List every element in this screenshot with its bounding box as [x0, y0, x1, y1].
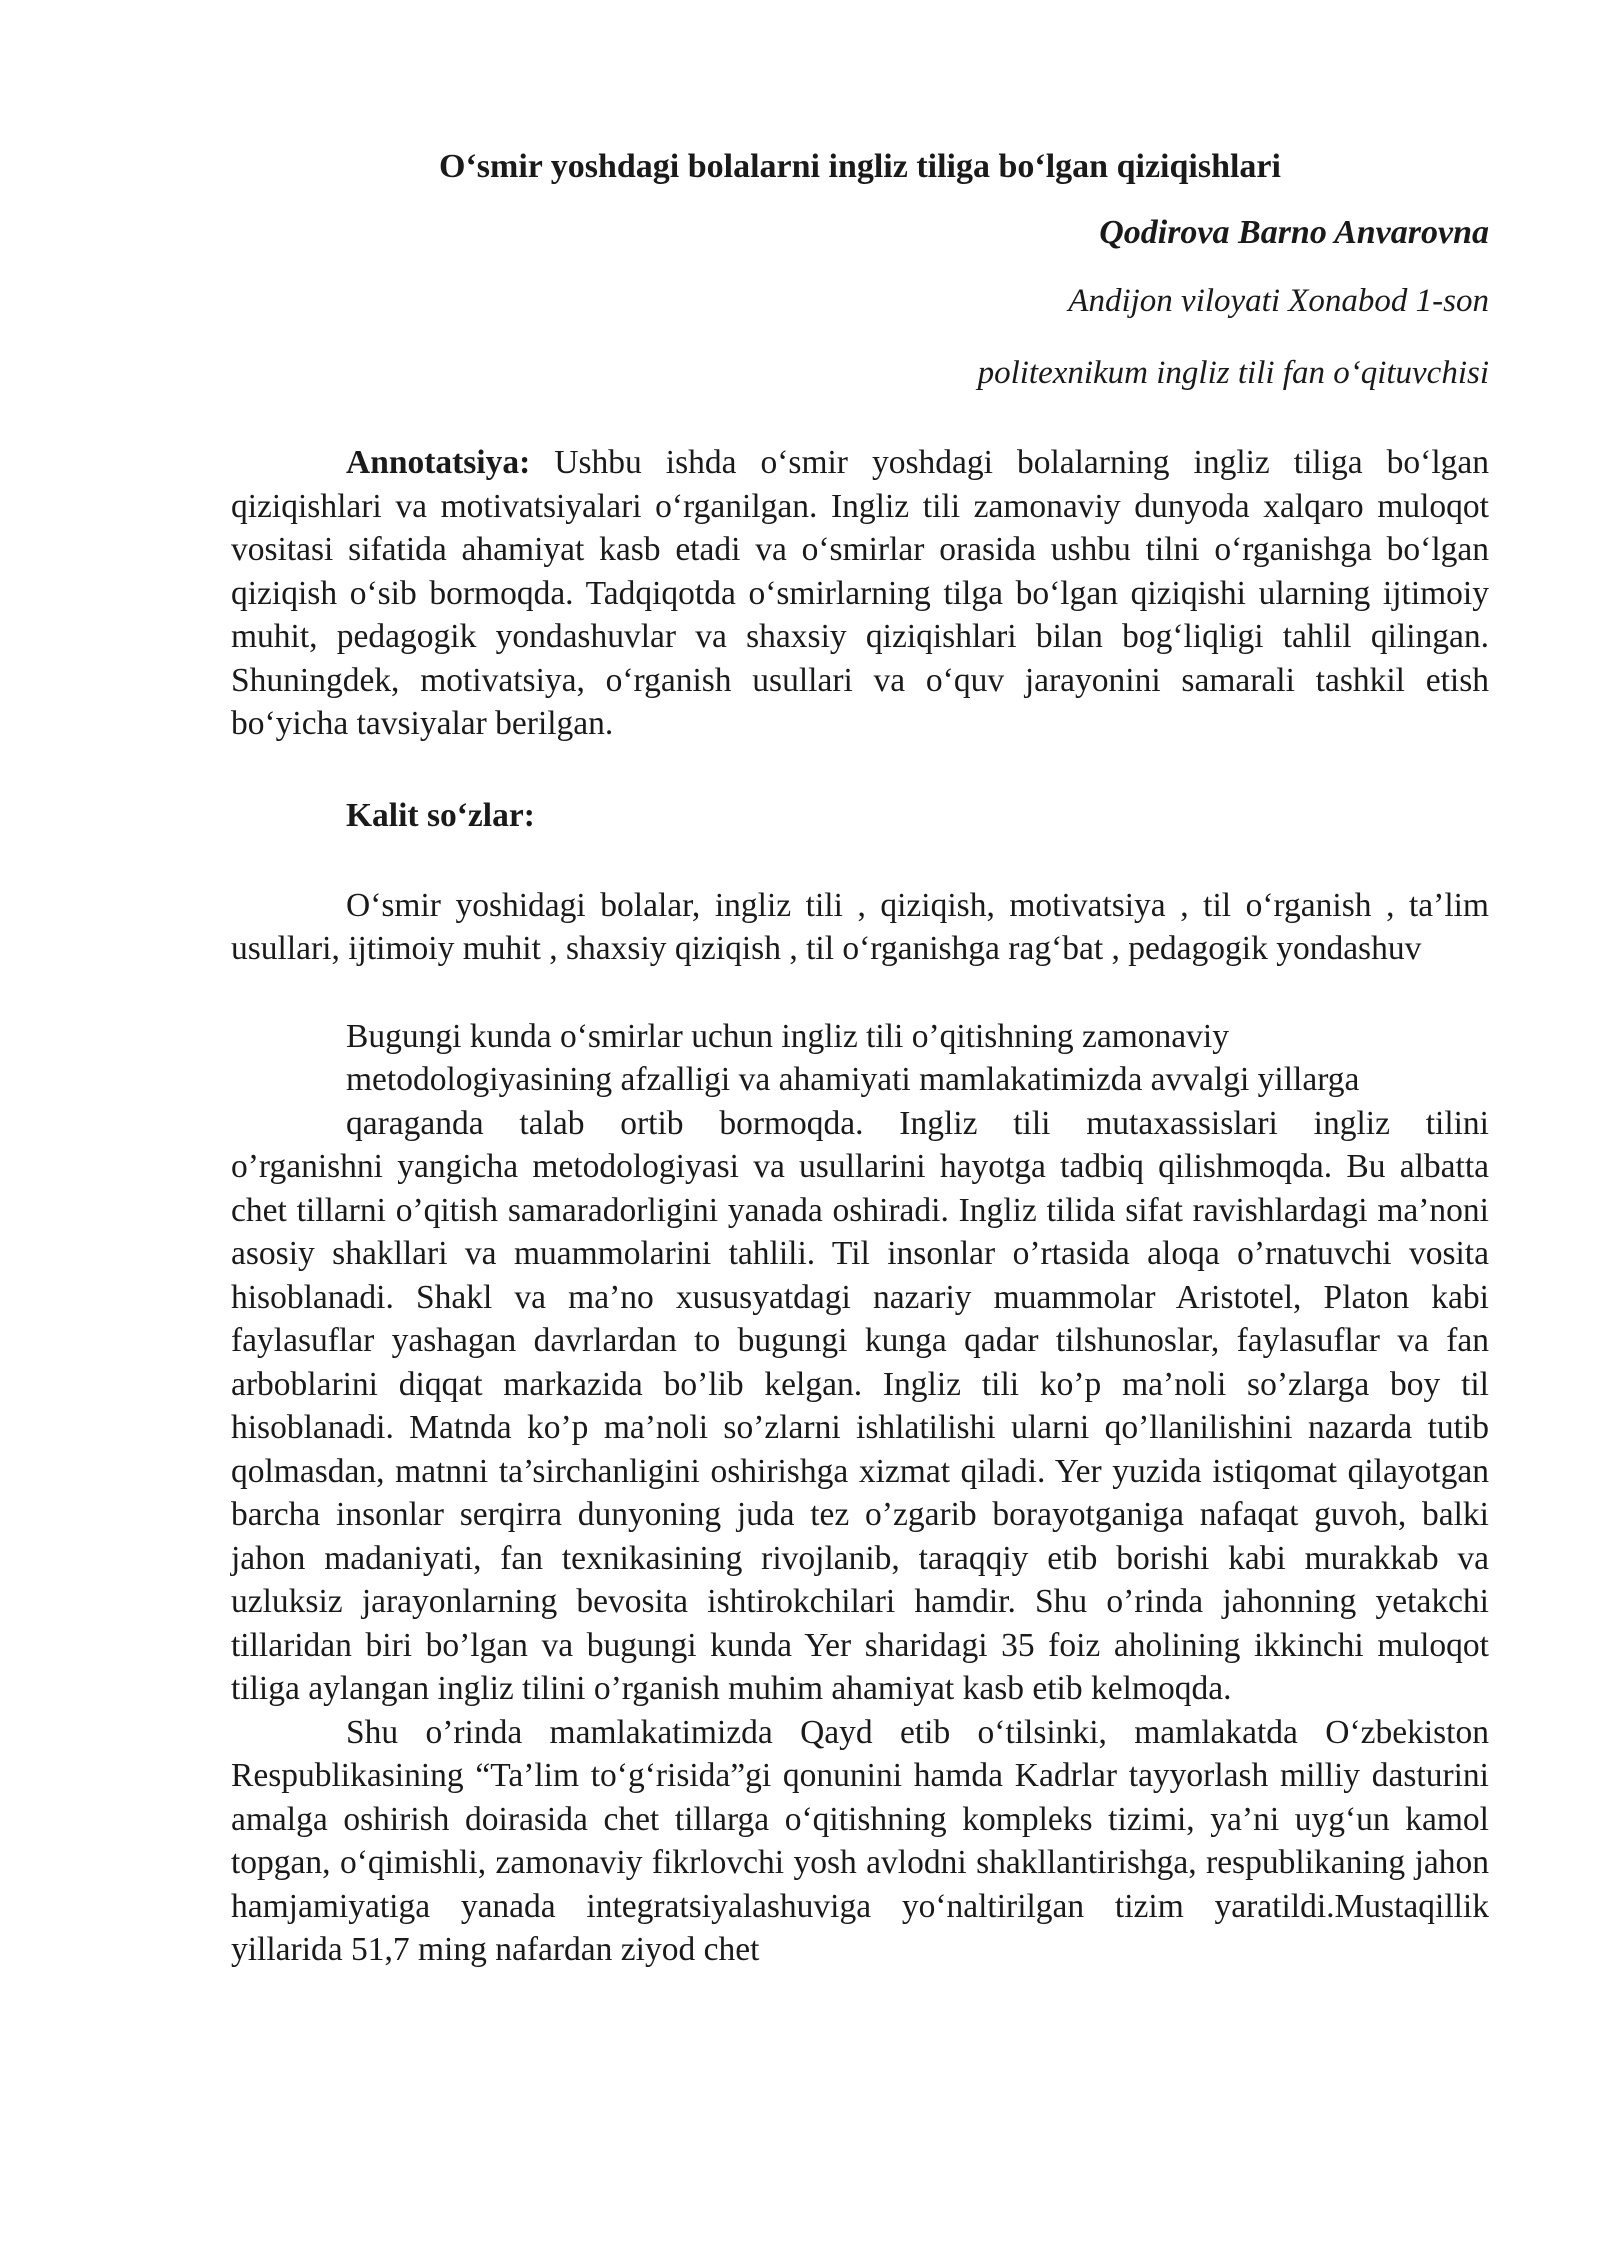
affiliation-line-2: politexnikum ingliz tili fan o‘qituvchisi — [977, 355, 1489, 391]
annotation-text: Ushbu ishda o‘smir yoshdagi bolalarning ingliz tiliga bo‘lgan qiziqishlari va motivatsiyalari o‘rganilgan. Ingliz tili zamonaviy dunyoda xalqaro muloqot vositasi sifatida ahamiyat kasb etadi va o‘smirlar orasida ushbu tilni o‘rganishga bo‘lgan qiziqish o‘sib bormoqda. Tadqiqotda o‘smirlarning tilga bo‘lgan qiziqishi ularning ijtimoiy muhit, pedagogik yondashuvlar va shaxsiy qiziqishlari bilan bog‘liqligi tahlil qilingan. Shuningdek, motivatsiya, o‘rganish usullari va o‘quv jarayonini samarali tashkil etish bo‘yicha tavsiyalar berilgan. — [231, 444, 1489, 742]
body-paragraph-2: Shu o’rinda mamlakatimizda Qayd etib o‘tilsinki, mamlakatda O‘zbekiston Respublikasining “Ta’lim to‘g‘risida”gi qonunini hamda Kadrlar tayyorlash milliy dasturini amalga oshirish doirasida chet tillarga o‘qitishning kompleks tizimi, ya’ni uyg‘un kamol topgan, o‘qimishli, zamonaviy fikrlovchi yosh avlodni shakllantirishga, respublikaning jahon hamjamiyatiga yanada integratsiyalashuviga yo‘naltirilgan tizim yaratildi.Mustaqillik yillarida 51,7 ming nafardan ziyod chet — [231, 1713, 1489, 1968]
annotation-label: Annotatsiya: — [346, 444, 531, 481]
keywords-heading: Kalit so‘zlar: — [346, 796, 535, 834]
document-page — [231, 145, 1489, 1972]
keywords-paragraph: O‘smir yoshidagi bolalar, ingliz tili , qiziqish, motivatsiya , til o‘rganish , ta’lim usullari, ijtimoiy muhit , shaxsiy qiziqish , til o‘rganishga rag‘bat , pedagogik yondashuv — [231, 886, 1489, 967]
body-paragraph-1-line-3: qaraganda talab ortib bormoqda. Ingliz tili mutaxassislari ingliz tilini — [346, 1104, 1489, 1142]
annotation-paragraph — [231, 441, 1489, 746]
body-paragraph-1-line-1: Bugungi kunda o‘smirlar uchun ingliz tili o’qitishning zamonaviy — [346, 1017, 1229, 1055]
affiliation-line-1: Andijon viloyati Xonabod 1-son — [1068, 283, 1489, 319]
body-paragraph-1-line-2: metodologiyasining afzalligi va ahamiyati mamlakatimizda avvalgi yillarga — [346, 1061, 1360, 1098]
body-paragraph-1-lead — [231, 1015, 1489, 1146]
body-paragraph-1: o’rganishni yangicha metodologiyasi va usullarini hayotga tadbiq qilishmoqda. Bu albatta chet tillarni o’qitish samaradorligini yanada oshiradi. Ingliz tilida sifat ravishlardagi ma’noni asosiy shakllari va muammolarini tahlili. Til insonlar o’rtasida aloqa o’rnatuvchi vosita hisoblanadi. Shakl va ma’no xususyatdagi nazariy muammolar Aristotel, Platon kabi faylasuflar yashagan davrlardan to bugungi kunga qadar tilshunoslar, faylasuflar va fan arboblarini diqqat markazida bo’lib kelgan. Ingliz tili ko’p ma’noli so’zlarga boy til hisoblanadi. Matnda ko’p ma’noli so’zlarni ishlatilishi ularni qo’llanilishini nazarda tutib qolmasdan, matnni ta’sirchanligini oshirishga xizmat qiladi. Yer yuzida istiqomat qilayotgan barcha insonlar serqirra dunyoning juda tez o’zgarib borayotganiga nafaqat guvoh, balki jahon madaniyati, fan texnikasining rivojlanib, taraqqiy etib borishi kabi murakkab va uzluksiz jarayonlarning bevosita ishtirokchilari hamdir. Shu o’rinda jahonning yetakchi tillaridan biri bo’lgan va bugungi kunda Yer sharidagi 35 foiz aholining ikkinchi muloqot tiliga aylangan ingliz tilini o’rganish muhim ahamiyat kasb etib kelmoqda. — [231, 1148, 1489, 1707]
author-name: Qodirova Barno Anvarovna — [1099, 214, 1489, 251]
paper-title: O‘smir yoshdagi bolalarni ingliz tiliga bo‘lgan qiziqishlari — [439, 148, 1281, 185]
